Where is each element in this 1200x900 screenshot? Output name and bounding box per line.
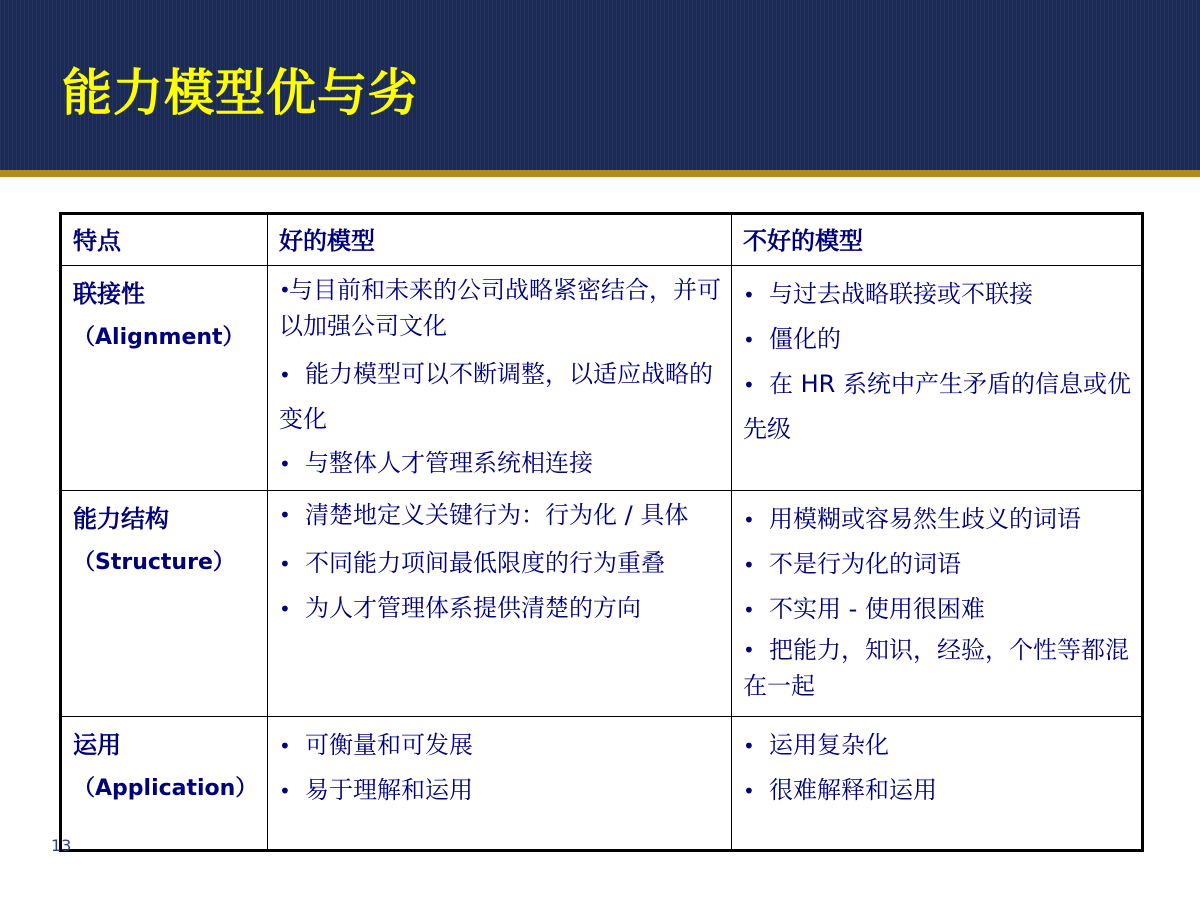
bullet-text: 不是行为化的词语: [769, 550, 961, 578]
bullet-text: 易于理解和运用: [305, 776, 473, 804]
table-header-row: [61, 214, 1143, 266]
feature-cell: [61, 266, 268, 491]
bullet-item: [279, 272, 723, 344]
bullet-item: [743, 362, 1133, 451]
bullet-item: [743, 587, 1133, 632]
bullet-item: [743, 768, 1133, 813]
bullet-text: 僵化的: [769, 325, 841, 353]
bullet-text: 运用复杂化: [769, 731, 889, 759]
bullet-dot-icon: •: [743, 779, 755, 803]
bullet-dot-icon: •: [279, 552, 291, 576]
table-row-application: [61, 717, 1143, 851]
bad-model-cell: [732, 266, 1143, 491]
bullet-dot-icon: •: [279, 597, 291, 621]
bullet-dot-icon: •: [743, 328, 755, 352]
bullet-dot-icon: •: [279, 503, 291, 527]
bullet-dot-icon: •: [279, 278, 291, 302]
bullet-dot-icon: •: [743, 373, 755, 397]
bullet-item: [743, 497, 1133, 542]
bullet-item: [743, 317, 1133, 362]
bullet-text: 与整体人才管理系统相连接: [305, 449, 593, 477]
bullet-item: [279, 586, 723, 631]
bullet-text: 与过去战略联接或不联接: [769, 280, 1033, 308]
bullet-dot-icon: •: [279, 363, 291, 387]
feature-name: 能力结构: [73, 505, 169, 533]
bullet-item: [279, 352, 723, 441]
bullet-text: 把能力，知识，经验，个性等都混在一起: [743, 636, 1129, 700]
bullet-text: 很难解释和运用: [769, 776, 937, 804]
bullet-item: [743, 272, 1133, 317]
bad-model-cell: [732, 717, 1143, 851]
bullet-item: [743, 542, 1133, 587]
bullet-dot-icon: •: [743, 553, 755, 577]
feature-cell: [61, 717, 268, 851]
feature-english-name: （Application）: [73, 776, 258, 801]
bullet-item: [279, 441, 723, 486]
feature-name: 运用: [73, 731, 121, 759]
good-model-cell: [268, 717, 732, 851]
page-number: 13: [51, 836, 72, 855]
good-model-cell: [268, 266, 732, 491]
bullet-text: 不实用 - 使用很困难: [769, 595, 985, 623]
header-rule: [0, 170, 1200, 177]
bullet-dot-icon: •: [743, 283, 755, 307]
bullet-text: 在 HR 系统中产生矛盾的信息或优先级: [743, 370, 1131, 443]
feature-english-name: （Structure）: [73, 550, 235, 575]
feature-cell: [61, 491, 268, 717]
bullet-text: 为人才管理体系提供清楚的方向: [305, 594, 641, 622]
bullet-dot-icon: •: [279, 452, 291, 476]
bullet-text: 清楚地定义关键行为：行为化 / 具体: [305, 501, 689, 529]
bullet-dot-icon: •: [743, 598, 755, 622]
bullet-dot-icon: •: [279, 734, 291, 758]
bullet-item: [279, 768, 723, 813]
bullet-dot-icon: •: [743, 734, 755, 758]
bullet-text: 与目前和未来的公司战略紧密结合，并可以加强公司文化: [279, 276, 721, 340]
bullet-dot-icon: •: [279, 779, 291, 803]
feature-english-name: （Alignment）: [73, 325, 245, 350]
bullet-text: 用模糊或容易然生歧义的词语: [769, 505, 1081, 533]
table-row-structure: [61, 491, 1143, 717]
bullet-dot-icon: •: [743, 638, 755, 662]
bullet-text: 不同能力项间最低限度的行为重叠: [305, 549, 665, 577]
feature-name: 联接性: [73, 280, 145, 308]
bad-model-cell: [732, 491, 1143, 717]
bullet-item: [743, 723, 1133, 768]
bullet-dot-icon: •: [743, 508, 755, 532]
slide-title: 能力模型优与劣: [62, 64, 419, 122]
bullet-text: 能力模型可以不断调整，以适应战略的变化: [279, 360, 713, 433]
bullet-item: [279, 723, 723, 768]
column-header-bad-model: 不好的模型: [732, 214, 1143, 266]
bullet-item: [279, 541, 723, 586]
good-model-cell: [268, 491, 732, 717]
column-header-feature: 特点: [61, 214, 268, 266]
bullet-text: 可衡量和可发展: [305, 731, 473, 759]
bullet-item: [279, 497, 723, 533]
table-row-alignment: [61, 266, 1143, 491]
column-header-good-model: 好的模型: [268, 214, 732, 266]
bullet-item: [743, 632, 1133, 704]
comparison-table: [59, 212, 1144, 852]
